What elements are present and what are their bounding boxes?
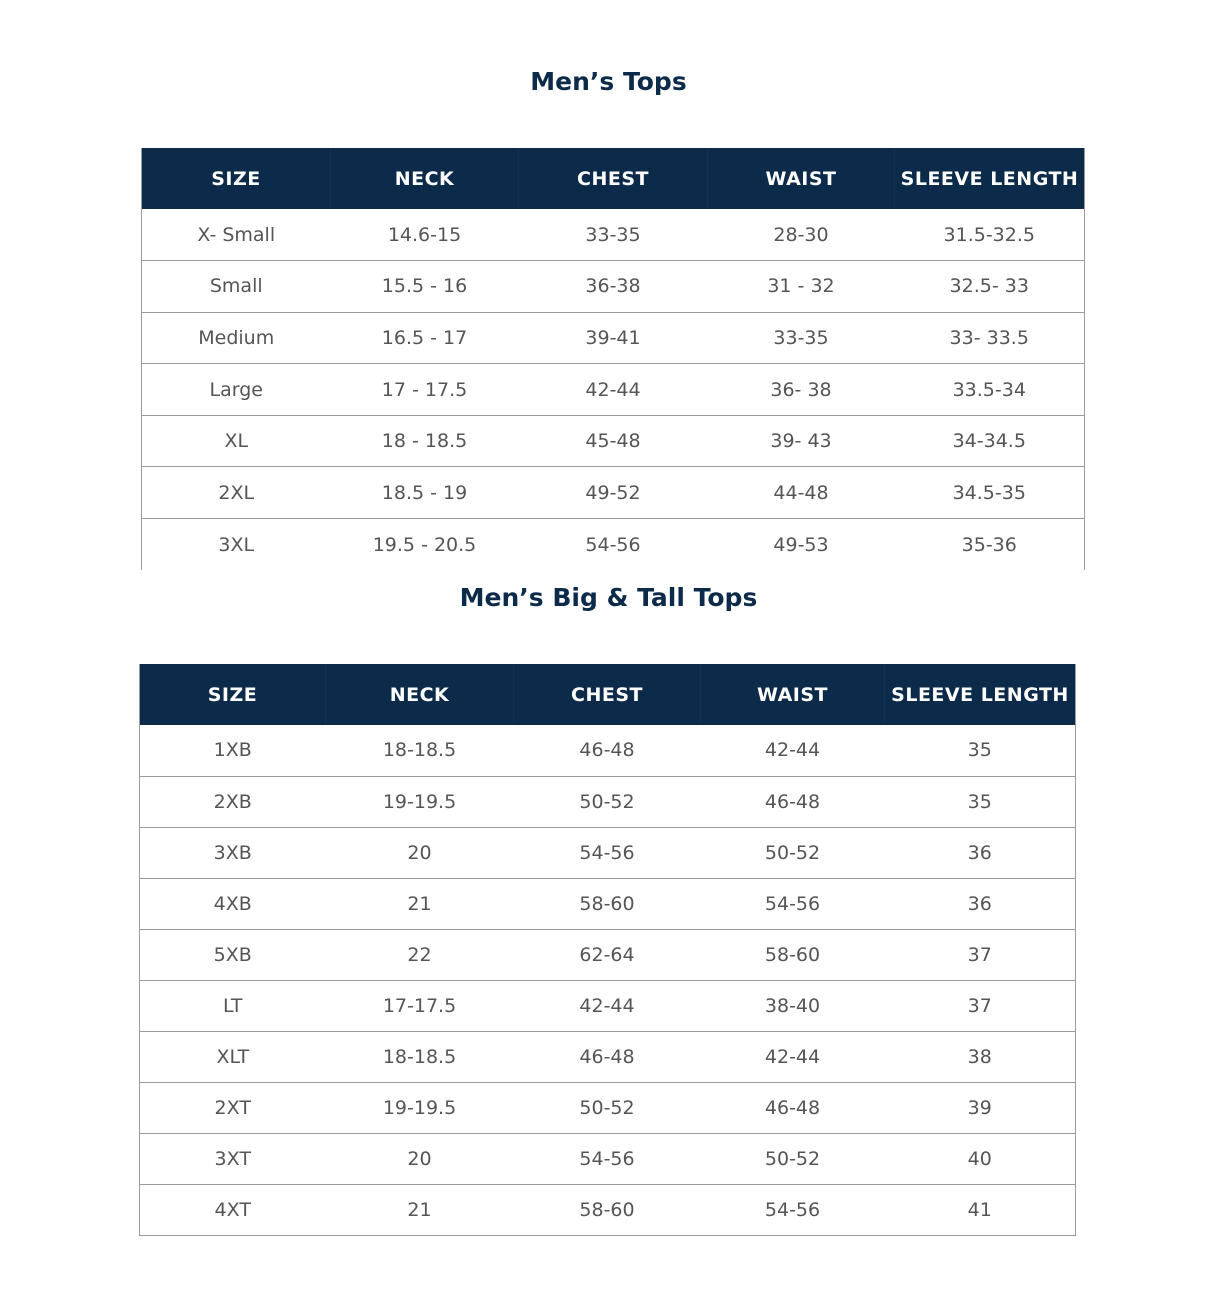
table-cell: 18-18.5	[326, 1031, 514, 1082]
table-cell: 35	[885, 776, 1076, 827]
table-cell: 39-41	[519, 312, 708, 364]
table-row	[142, 467, 1085, 519]
table-cell: 41	[885, 1184, 1076, 1235]
table-cell: 39	[885, 1082, 1076, 1133]
table-cell: 22	[326, 929, 514, 980]
table-cell: 17-17.5	[326, 980, 514, 1031]
table-cell: 31.5-32.5	[895, 209, 1085, 261]
table-cell: 14.6-15	[331, 209, 519, 261]
table-cell: 20	[326, 1133, 514, 1184]
table-cell: 37	[885, 929, 1076, 980]
table-cell: 21	[326, 878, 514, 929]
table-cell: 19-19.5	[326, 1082, 514, 1133]
table-cell: 33-35	[519, 209, 708, 261]
table-cell: 19.5 - 20.5	[372, 533, 477, 556]
table-row	[140, 827, 1076, 878]
table-cell: 38-40	[701, 980, 885, 1031]
table-cell: 33- 33.5	[895, 312, 1085, 364]
table-row	[140, 878, 1076, 929]
table-cell: 34.5-35	[895, 467, 1085, 519]
table-cell: 2XB	[140, 776, 326, 827]
table-cell: 2XT	[140, 1082, 326, 1133]
table-cell: 46-48	[514, 725, 701, 776]
table-cell: 49-53	[773, 533, 829, 556]
table-cell: 28-30	[708, 209, 895, 261]
column-header-chest: CHEST	[514, 664, 701, 725]
table-cell: 54-56	[585, 533, 641, 556]
table-cell: 54-56	[701, 1184, 885, 1235]
table-cell: LT	[140, 980, 326, 1031]
table-cell: 4XB	[140, 878, 326, 929]
table-cell: 54-56	[514, 827, 701, 878]
table-cell: 45-48	[519, 415, 708, 467]
column-header-sleeve-length: SLEEVE LENGTH	[895, 148, 1085, 209]
table-cell: 4XT	[140, 1184, 326, 1235]
mens-big-tall-size-table	[139, 664, 1076, 1236]
table-cell: 46-48	[701, 1082, 885, 1133]
table-cell: 18-18.5	[326, 725, 514, 776]
table-cell: 18 - 18.5	[331, 415, 519, 467]
table-cell: XLT	[140, 1031, 326, 1082]
header-row	[142, 148, 1085, 209]
table-row	[140, 980, 1076, 1031]
table-cell: 3XL	[218, 533, 255, 556]
table-cell: 31 - 32	[708, 261, 895, 313]
table-cell: 36-38	[519, 261, 708, 313]
table-cell: 36	[885, 878, 1076, 929]
table-cell: Medium	[142, 312, 331, 364]
mens-big-tall-tops-title: Men’s Big & Tall Tops	[459, 583, 758, 612]
table-cell: 21	[326, 1184, 514, 1235]
table-cell: 42-44	[701, 1031, 885, 1082]
column-header-chest: CHEST	[519, 148, 708, 209]
table-cell: Large	[142, 364, 331, 416]
table-cell: 50-52	[701, 1133, 885, 1184]
table-cell: 46-48	[514, 1031, 701, 1082]
table-cell: 40	[885, 1133, 1076, 1184]
table-cell: 50-52	[701, 827, 885, 878]
table-cell: 42-44	[701, 725, 885, 776]
table-cell: 35	[885, 725, 1076, 776]
table-cell: 3XT	[140, 1133, 326, 1184]
table-cell: 17 - 17.5	[331, 364, 519, 416]
table-cell: 33.5-34	[895, 364, 1085, 416]
table-cell: 38	[885, 1031, 1076, 1082]
table-cell: 32.5- 33	[895, 261, 1085, 313]
table-cell: 54-56	[701, 878, 885, 929]
table-row	[140, 1184, 1076, 1235]
table-cell: 36- 38	[708, 364, 895, 416]
table-body	[142, 209, 1085, 570]
table-cell: 54-56	[514, 1133, 701, 1184]
table-row	[140, 776, 1076, 827]
table-row	[142, 209, 1085, 261]
table-cell: XL	[142, 415, 331, 467]
column-header-size: SIZE	[140, 664, 326, 725]
table-cell: Small	[142, 261, 331, 313]
table-cell: 19-19.5	[326, 776, 514, 827]
column-header-waist: WAIST	[701, 664, 885, 725]
column-header-size: SIZE	[142, 148, 331, 209]
table-cell: 46-48	[701, 776, 885, 827]
table-row	[140, 1082, 1076, 1133]
table-cell: 15.5 - 16	[331, 261, 519, 313]
table-cell: X- Small	[142, 209, 331, 261]
table-row	[142, 415, 1085, 467]
table-row	[142, 312, 1085, 364]
table-row	[140, 929, 1076, 980]
table-cell: 50-52	[514, 1082, 701, 1133]
table-cell: 5XB	[140, 929, 326, 980]
table-cell: 44-48	[708, 467, 895, 519]
table-cell: 20	[326, 827, 514, 878]
table-cell: 58-60	[514, 878, 701, 929]
table-cell: 50-52	[514, 776, 701, 827]
table-row	[142, 364, 1085, 416]
mens-tops-size-table	[141, 148, 1085, 570]
column-header-waist: WAIST	[708, 148, 895, 209]
column-header-neck: NECK	[326, 664, 514, 725]
table-cell: 62-64	[514, 929, 701, 980]
header-row	[140, 664, 1076, 725]
table-cell: 1XB	[140, 725, 326, 776]
table-cell: 36	[885, 827, 1076, 878]
table-row	[142, 261, 1085, 313]
table-cell: 33-35	[708, 312, 895, 364]
table-cell: 42-44	[519, 364, 708, 416]
table-body	[140, 725, 1076, 1235]
table-row	[140, 725, 1076, 776]
table-cell: 58-60	[514, 1184, 701, 1235]
table-row	[142, 519, 1085, 571]
table-cell: 2XL	[142, 467, 331, 519]
table-header	[142, 148, 1085, 209]
table-cell: 34-34.5	[895, 415, 1085, 467]
mens-tops-title: Men’s Tops	[530, 67, 687, 96]
table-row	[140, 1031, 1076, 1082]
table-cell: 3XB	[140, 827, 326, 878]
table-row	[140, 1133, 1076, 1184]
column-header-sleeve-length: SLEEVE LENGTH	[885, 664, 1076, 725]
table-cell: 58-60	[701, 929, 885, 980]
table-cell: 16.5 - 17	[331, 312, 519, 364]
table-cell: 37	[885, 980, 1076, 1031]
column-header-neck: NECK	[331, 148, 519, 209]
table-cell: 39- 43	[708, 415, 895, 467]
table-cell: 49-52	[519, 467, 708, 519]
table-cell: 18.5 - 19	[331, 467, 519, 519]
table-cell: 35-36	[961, 533, 1017, 556]
table-header	[140, 664, 1076, 725]
table-cell: 42-44	[514, 980, 701, 1031]
